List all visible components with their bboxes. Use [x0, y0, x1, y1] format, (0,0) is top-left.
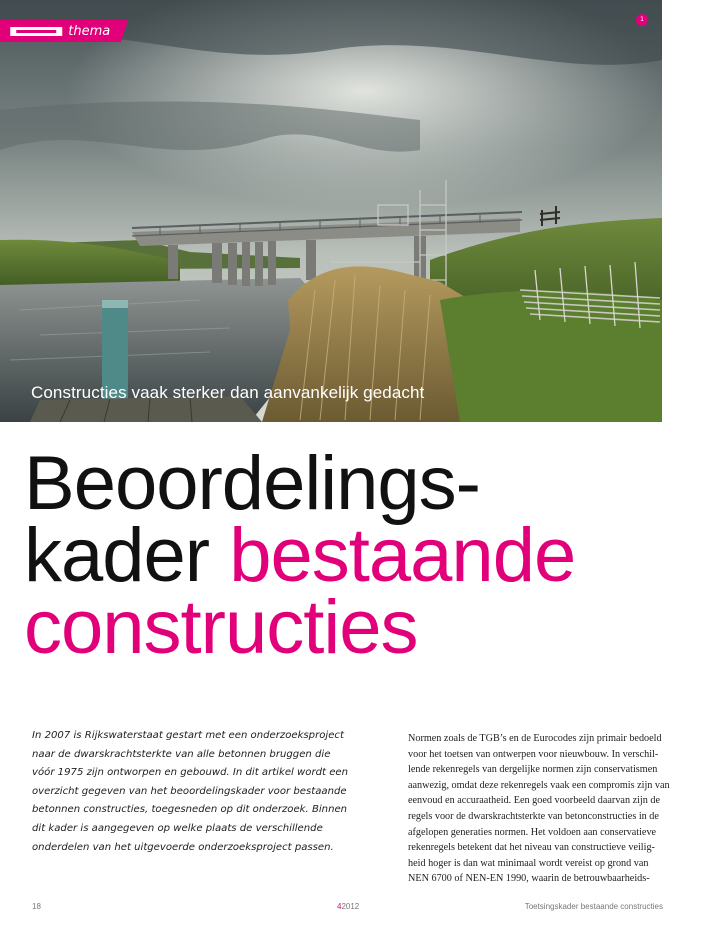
body-line: regels voor de dwarskrachtsterkte van betonconstructies in de	[408, 810, 659, 822]
article-intro	[32, 727, 349, 857]
title-line-1: Beoordelings-	[24, 441, 480, 526]
section-label: thema	[68, 23, 111, 39]
cement-logo	[10, 27, 62, 36]
title-line-2-black: kader	[24, 513, 230, 598]
body-line: lende rekenregels van dergelijke normen zijn conservatismen	[408, 764, 658, 776]
hero-photo	[0, 0, 662, 422]
footer-issue	[337, 902, 359, 911]
body-line: eenvoud en accuraatheid. Een goed voorbeeld daarvan zijn de	[408, 795, 661, 807]
footer-running-title: Toetsingskader bestaande constructies	[524, 902, 663, 911]
footer-issue-year: 2012	[341, 902, 360, 911]
intro-line: naar de dwarskrachtsterkte van alle betonnen bruggen die	[32, 748, 331, 760]
magazine-brand-tab	[0, 20, 128, 42]
body-line: aanwezig, omdat deze rekenregels vaak een compromis zijn van	[408, 779, 670, 791]
body-line: Normen zoals de TGB’s en de Eurocodes zijn primair bedoeld	[408, 733, 662, 744]
intro-line: dit kader is aangegeven op welke plaats de verschillende	[32, 822, 323, 834]
page-marker-badge: 1	[636, 14, 648, 26]
intro-line: onderdelen van het uitgevoerde onderzoeksproject passen.	[32, 841, 334, 853]
body-line: afgelopen generaties normen. Het voldoen aan conservatieve	[408, 826, 657, 838]
footer-issue-number: 4	[337, 902, 342, 911]
body-line: heid hoger is dan wat minimaal wordt vereist op grond van	[408, 857, 649, 869]
body-column	[408, 731, 670, 887]
hero-caption: Constructies vaak sterker dan aanvankelijk gedacht	[31, 383, 425, 402]
intro-line: vóór 1975 zijn ontworpen en gebouwd. In dit artikel wordt een	[32, 767, 349, 779]
article-title	[24, 441, 704, 670]
intro-line: betonnen constructies, toegesneden op dit onderzoek. Binnen	[32, 804, 348, 816]
title-line-2	[24, 513, 704, 598]
title-line-2-pink: bestaande	[229, 513, 576, 598]
body-line: voor het toetsen van ontwerpen voor nieuwbouw. In verschil-	[408, 748, 659, 760]
intro-line: In 2007 is Rijkswaterstaat gestart met een onderzoeksproject	[32, 730, 344, 741]
bridge-photo-illustration	[0, 0, 662, 422]
body-line: NEN 6700 of NEN-EN 1990, waarin de betrouwbaarheids-	[408, 873, 650, 885]
title-line-3: constructies	[24, 585, 418, 670]
body-line: rekenregels betekent dat het niveau van constructieve veilig-	[408, 842, 655, 854]
footer-page-number: 18	[32, 902, 41, 911]
intro-line: overzicht gegeven van het beoordelingskader voor bestaande	[32, 785, 347, 797]
